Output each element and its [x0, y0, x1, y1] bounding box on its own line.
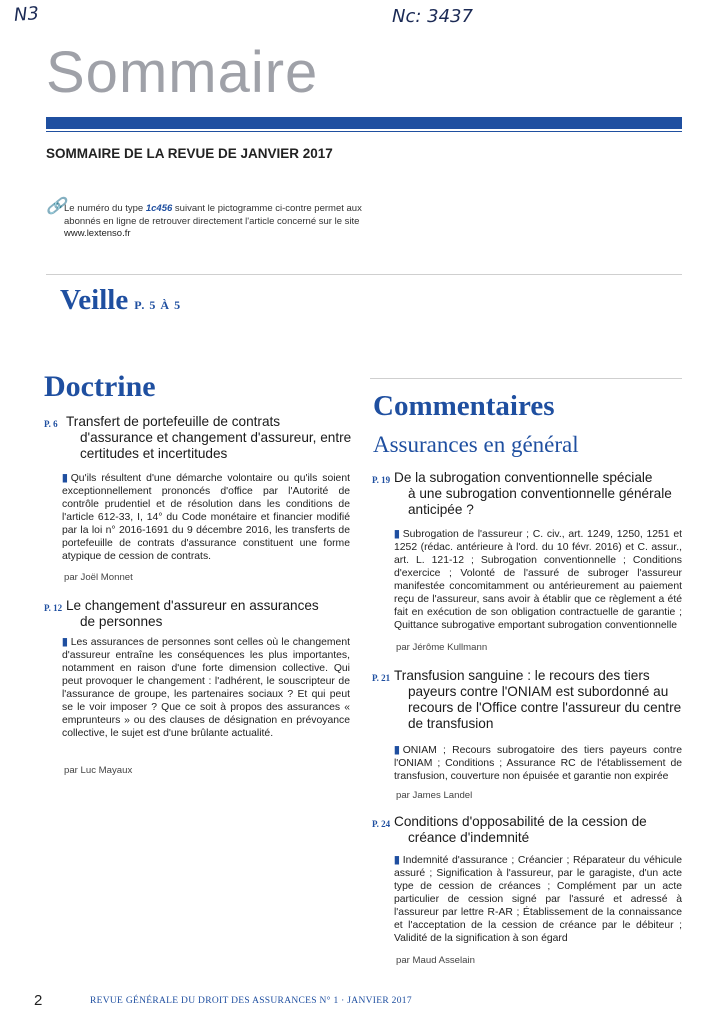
entry-title: Transfusion sanguine : le recours des tiers payeurs contre l'ONIAM est subordonné au recours de l'Office contre l'assureur du centre de transfusion: [394, 668, 682, 731]
entry-title: Transfert de portefeuille de contrats d'assurance et changement d'assureur, entre certitudes et incertitudes: [66, 414, 352, 461]
entry-page: P. 6: [44, 419, 58, 429]
veille-pages: P. 5 À 5: [134, 298, 182, 312]
commentaire-entry-1[interactable]: [372, 470, 682, 660]
entry-title: Le changement d'assureur en assurances de personnes: [66, 598, 319, 629]
divider: [46, 274, 682, 275]
doctrine-entry-2[interactable]: [44, 598, 350, 778]
entry-page: P. 12: [44, 603, 63, 613]
entry-author: par Luc Mayaux: [64, 765, 133, 776]
entry-page: P. 19: [372, 475, 391, 485]
entry-page: P. 24: [372, 819, 391, 829]
handwritten-annotation-right: Nc: 3437: [392, 6, 473, 27]
link-icon: 🔗: [46, 198, 66, 215]
section-subheading: Assurances en général: [373, 432, 579, 457]
page-title: Sommaire: [46, 40, 319, 105]
doctrine-entry-1[interactable]: [44, 414, 350, 584]
journal-footer: REVUE GÉNÉRALE DU DROIT DES ASSURANCES N° 1 · JANVIER 2017: [90, 996, 412, 1006]
info-text-after: suivant le pictogramme ci-contre permet aux abonnés en ligne de retrouver directement l'article concerné sur le site: [64, 203, 362, 227]
entry-author: par Maud Asselain: [396, 955, 475, 966]
info-site-link[interactable]: www.lextenso.fr: [64, 228, 131, 239]
entry-title: De la subrogation conventionnelle spéciale à une subrogation conventionnelle générale anticipée ?: [394, 470, 672, 517]
entry-summary: ▮ ONIAM ; Recours subrogatoire des tiers payeurs contre l'ONIAM ; Conditions ; Assurance RC de l'établissement de transfusion, couverture non épuisée et garantie non expirée: [394, 745, 682, 782]
entry-author: par James Landel: [396, 790, 473, 801]
commentaires-heading: Commentaires: [373, 390, 555, 422]
entry-summary: ▮ Subrogation de l'assureur ; C. civ., art. 1249, 1250, 1251 et 1252 (rédac. antérieure à l'ord. du 10 févr. 2016) et C. assur., art. L. 121-12 ; Subrogation conventionnelle ; Conditions d'exercice ; Volonté de l'assuré de subroger l'assureur manifestée concomitamment ou antérieurement au paiement reçu de l'assureur, sans avoir à établir que ce règlement a été fait en exécution de son obligation contractuelle de garantie ; Quittance subrogative emportant subrogation conventionnelle: [394, 529, 682, 631]
entry-summary: ▮ Qu'ils résultent d'une démarche volontaire ou qu'ils soient exceptionnellement prononcés d'office par l'Autorité de contrôle prudentiel et de résolution dans les conditions de l'article 612-33, I, 14° du Code monétaire et financier modifié par la loi n° 2016-1691 du 9 décembre 2016, les transferts de portefeuille de contrats d'assurance constituent une forme atypique de cession de contrats.: [62, 473, 350, 562]
info-text: [64, 203, 364, 241]
veille-title: Veille: [60, 284, 129, 316]
entry-author: par Joël Monnet: [64, 572, 133, 583]
entry-page: P. 21: [372, 673, 391, 683]
issue-heading: SOMMAIRE DE LA REVUE DE JANVIER 2017: [46, 146, 333, 161]
commentaire-entry-3[interactable]: [372, 814, 682, 970]
entry-summary: ▮ Indemnité d'assurance ; Créancier ; Réparateur du véhicule assuré ; Signification à l'assureur, par le garagiste, d'un acte type de cession de créances ; Complément par un acte particulier de cession signé par l'assuré et adressé à l'assureur par lettre R-AR ; Établissement de la connaissance et l'acceptation de la cession de créance par le débiteur ; Validité de la signification à son égard: [394, 855, 682, 944]
handwritten-annotation-left: N3: [13, 3, 40, 26]
entry-title: Conditions d'opposabilité de la cession de créance d'indemnité: [394, 814, 647, 845]
title-underline: [46, 131, 682, 132]
info-text-before: Le numéro du type: [64, 203, 146, 214]
entry-author: par Jérôme Kullmann: [396, 642, 488, 653]
commentaire-entry-2[interactable]: [372, 668, 682, 804]
entry-summary: ▮ Les assurances de personnes sont celles où le changement d'assureur entraîne les conséquences les plus importantes, notamment en raison d'une forte dimension collective. Qui peut provoquer le changement : l'adhérent, le souscripteur de l'assurance de groupe, les partenaires sociaux ? Et qui peut se le voir imposer ? Que ce soit à propos des assurances « emprunteurs » ou des clauses de désignation en prévoyance collective, le sujet est d'une brûlante actualité.: [62, 637, 350, 739]
doctrine-heading: Doctrine: [44, 370, 156, 403]
info-code: 1c456: [145, 203, 173, 214]
title-bar: [46, 117, 682, 129]
page-number: 2: [34, 992, 43, 1009]
divider: [370, 378, 682, 379]
veille-heading: [60, 284, 181, 317]
